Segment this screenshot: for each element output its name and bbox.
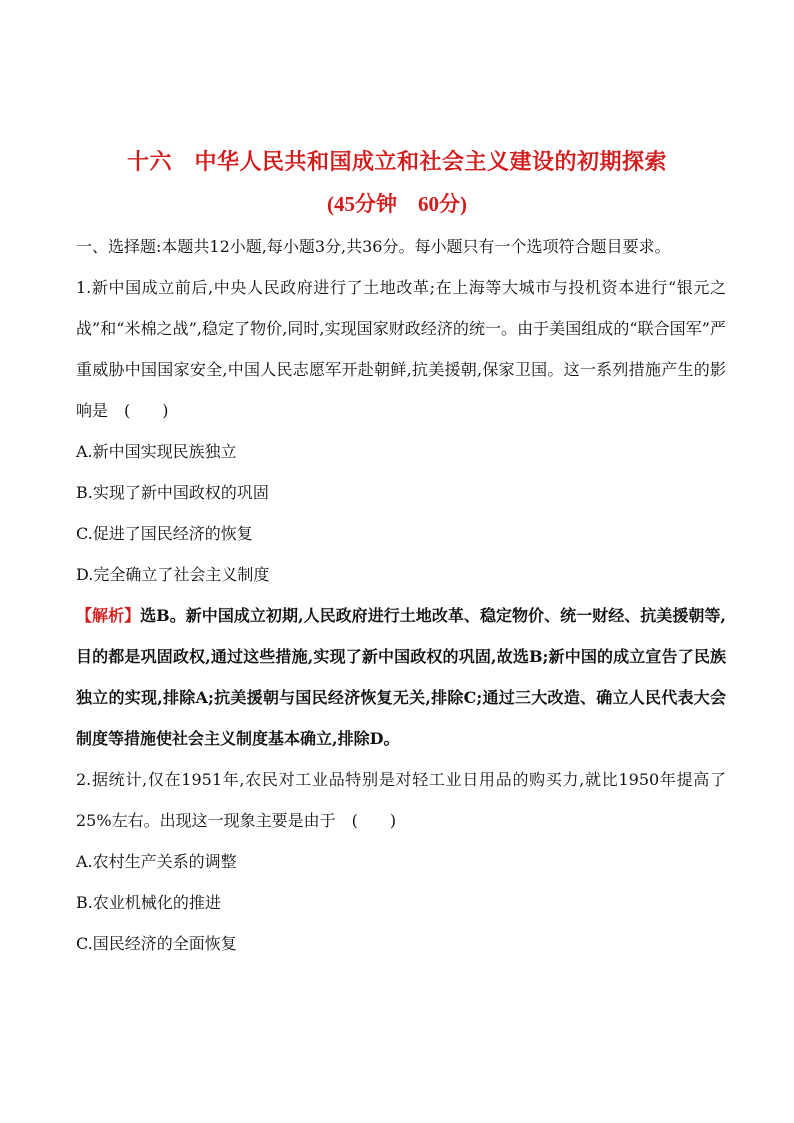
analysis-text: 选B。新中国成立初期,人民政府进行土地改革、稳定物价、统一财经、抗美援朝等,目的都是巩固政权,通过这些措施,实现了新中国政权的巩固,故选B;新中国的成立宣告了民族独立的实现,排除A;抗美援朝与国民经济恢复无关,排除C;通过三大改造、确立人民代表大会制度等措施使社会主义制度基本确立,排除D。	[76, 606, 726, 748]
question-2-stem	[76, 759, 726, 841]
question-2-text: 2.据统计,仅在1951年,农民对工业品特别是对轻工业日用品的购买力,就比1950年提高了25%左右。出现这一现象主要是由于	[76, 770, 726, 830]
q1-analysis	[76, 595, 726, 759]
question-content	[76, 226, 726, 964]
analysis-tag: 【解析】	[76, 606, 141, 625]
q2-option-a: A.农村生产关系的调整	[76, 852, 237, 871]
q1-option-d: D.完全确立了社会主义制度	[76, 565, 270, 584]
q1-option-b: B.实现了新中国政权的巩固	[76, 483, 269, 502]
answer-blank: ( )	[124, 401, 169, 420]
q1-option-a: A.新中国实现民族独立	[76, 442, 237, 461]
question-1-text: 1.新中国成立前后,中央人民政府进行了土地改革;在上海等大城市与投机资本进行“银元之战”和“米棉之战”,稳定了物价,同时,实现国家财政经济的统一。由于美国组成的“联合国军”严重威胁中国国家安全,中国人民志愿军开赴朝鲜,抗美援朝,保家卫国。这一系列措施产生的影响是	[76, 278, 726, 420]
question-1-stem	[76, 267, 726, 431]
q2-option-c: C.国民经济的全面恢复	[76, 934, 237, 953]
q1-option-c: C.促进了国民经济的恢复	[76, 524, 253, 543]
time-score-subtitle: (45分钟 60分)	[327, 192, 467, 216]
q2-option-b: B.农业机械化的推进	[76, 893, 221, 912]
page-title: 十六 中华人民共和国成立和社会主义建设的初期探索	[126, 150, 667, 175]
answer-blank: ( )	[351, 811, 397, 830]
section-instructions: 一、选择题:本题共12小题,每小题3分,共36分。每小题只有一个选项符合题目要求。	[76, 237, 671, 256]
